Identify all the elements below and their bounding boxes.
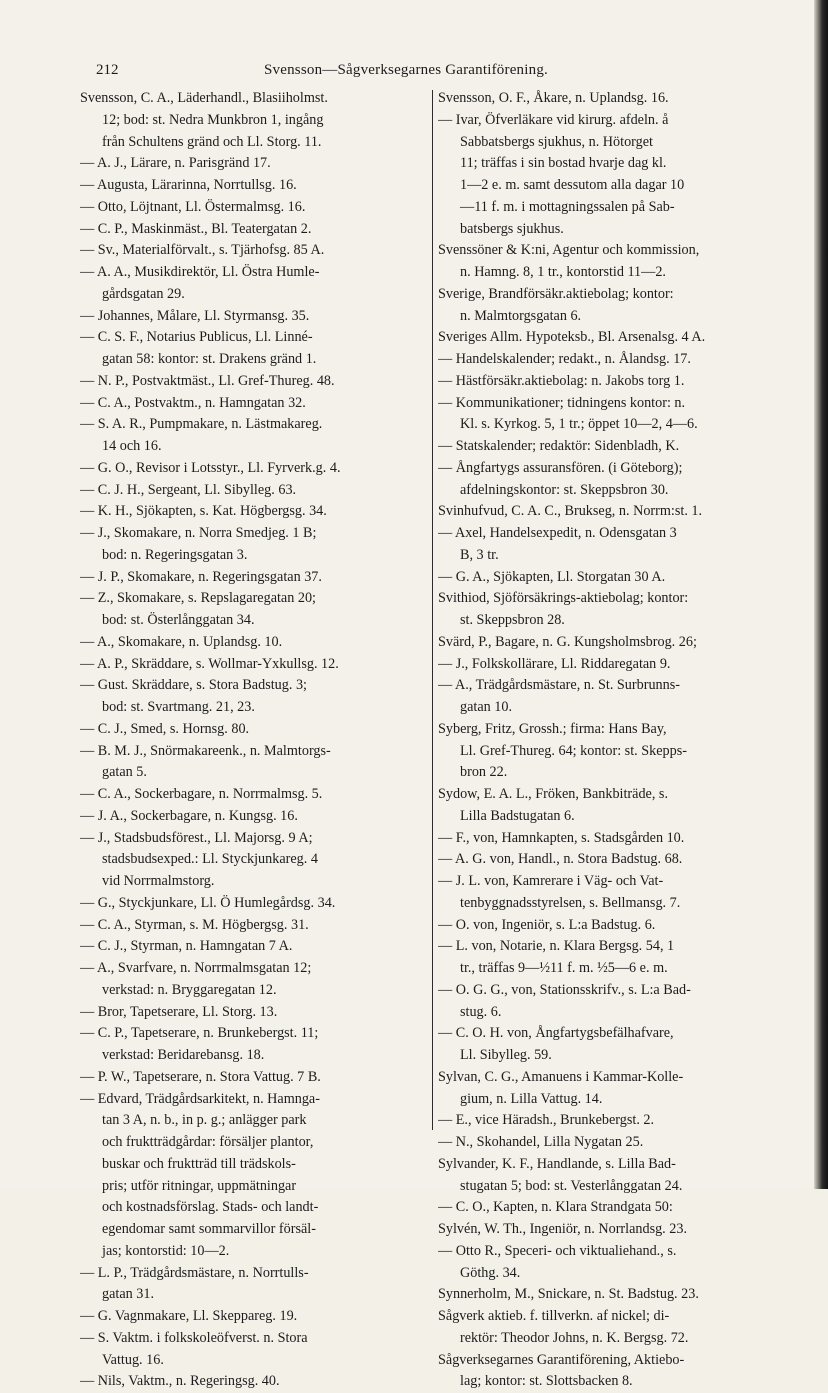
directory-entry-line: — A., Skomakare, n. Uplandsg. 10. <box>80 633 283 650</box>
directory-entry-line: Svenssöner & K:ni, Agentur och kommission, <box>438 242 700 259</box>
directory-entry-line: — Bror, Tapetserare, Ll. Storg. 13. <box>80 1003 278 1020</box>
directory-entry-line: — J. A., Sockerbagare, n. Kungsg. 16. <box>80 807 298 824</box>
directory-entry-line: — Statskalender; redaktör: Sidenbladh, K. <box>438 438 680 454</box>
directory-entry-line: rektör: Theodor Johns, n. K. Bergsg. 72. <box>460 1329 689 1346</box>
directory-entry-line: — B. M. J., Snörmakareenk., n. Malmtorgs- <box>80 742 331 759</box>
directory-entry-line: egendomar samt sommarvillor försäl- <box>102 1221 316 1237</box>
directory-entry-line: — O. G. G., von, Stationsskrifv., s. L:a Bad- <box>438 981 691 998</box>
directory-entry-line: — A., Svarfvare, n. Norrmalmsgatan 12; <box>80 960 312 976</box>
directory-entry-line: — C. P., Tapetserare, n. Brunkebergst. 11; <box>80 1025 319 1042</box>
directory-entry-line: — N. P., Postvaktmäst., Ll. Gref-Thureg. 48. <box>80 372 335 389</box>
directory-entry-line: — J., Skomakare, n. Norra Smedjeg. 1 B; <box>80 525 317 541</box>
directory-entry-line: st. Skeppsbron 28. <box>460 612 565 628</box>
directory-entry-line: — Handelskalender; redakt., n. Ålandsg. 17. <box>438 351 691 367</box>
directory-entry-line: vid Norrmalmstorg. <box>102 873 215 889</box>
directory-entry-line: — C. P., Maskinmäst., Bl. Teatergatan 2. <box>80 220 312 237</box>
directory-entry-line: — P. W., Tapetserare, n. Stora Vattug. 7 B. <box>80 1068 321 1085</box>
directory-entry-line: — Axel, Handelsexpedit, n. Odensgatan 3 <box>438 525 677 541</box>
directory-entry-line: Sågverksegarnes Garantiförening, Aktiebo- <box>438 1351 685 1368</box>
directory-entry-line: batsbergs sjukhus. <box>460 220 564 237</box>
page-number: 212 <box>96 62 119 78</box>
directory-entry-line: Svinhufvud, C. A. C., Brukseg, n. Norrm:st. 1. <box>438 503 703 520</box>
directory-entry-line: — A. G. von, Handl., n. Stora Badstug. 68. <box>438 851 683 868</box>
directory-entry-line: — Ångfartygs assuransfören. (i Göteborg); <box>438 459 683 476</box>
directory-entry-line: verkstad: n. Bryggaregatan 12. <box>102 981 277 998</box>
directory-entry-line: afdelningskontor: st. Skeppsbron 30. <box>460 481 669 498</box>
directory-entry-line: 11; träffas i sin bostad hvarje dag kl. <box>460 155 667 172</box>
directory-entry-line: lag; kontor: st. Slottsbacken 8. <box>460 1373 633 1390</box>
directory-entry-line: — J. P., Skomakare, n. Regeringsgatan 37. <box>80 568 322 585</box>
directory-entry-line: — A. A., Musikdirektör, Ll. Östra Humle- <box>80 264 320 280</box>
directory-entry-line: — G. A., Sjökapten, Ll. Storgatan 30 A. <box>438 568 666 585</box>
directory-entry-line: — C. O., Kapten, n. Klara Strandgata 50: <box>438 1199 673 1216</box>
directory-entry-line: — C. O. H. von, Ångfartygsbefälhafvare, <box>438 1025 674 1042</box>
directory-entry-line: Ll. Gref-Thureg. 64; kontor: st. Skepps- <box>460 742 687 759</box>
directory-entry-line: Sylvander, K. F., Handlande, s. Lilla Bad- <box>438 1155 676 1172</box>
directory-entry-line: — Z., Skomakare, s. Repslagaregatan 20; <box>80 590 316 607</box>
directory-entry-line: Svensson, C. A., Läderhandl., Blasiiholmst. <box>80 90 328 106</box>
directory-entry-line: — E., vice Häradsh., Brunkebergst. 2. <box>438 1112 655 1129</box>
directory-entry-line: gatan 58: kontor: st. Drakens gränd 1. <box>102 351 317 367</box>
directory-entry-line: Sylvan, C. G., Amanuens i Kammar-Kolle- <box>438 1068 684 1085</box>
directory-entry-line: — Hästförsäkr.aktiebolag: n. Jakobs torg 1. <box>438 372 685 389</box>
directory-entry-line: — Sv., Materialförvalt., s. Tjärhofsg. 85 A. <box>80 242 325 259</box>
directory-entry-line: gårdsgatan 29. <box>102 285 185 302</box>
directory-entry-line: — J., Folkskollärare, Ll. Riddaregatan 9. <box>438 655 671 672</box>
directory-entry-line: — G. O., Revisor i Lotsstyr., Ll. Fyrverk.g. 4. <box>80 459 341 476</box>
directory-entry-line: — G. Vagnmakare, Ll. Skeppareg. 19. <box>80 1308 298 1324</box>
directory-entry-line: B, 3 tr. <box>460 546 499 563</box>
directory-entry-line: gatan 5. <box>102 764 147 781</box>
directory-entry-line: tr., träffas 9—½11 f. m. ½5—6 e. m. <box>460 960 668 976</box>
directory-entry-line: — K. H., Sjökapten, s. Kat. Högbergsg. 34. <box>80 503 327 520</box>
page-edge <box>814 0 828 1189</box>
directory-entry-line: buskar och fruktträd till trädskols- <box>102 1155 296 1172</box>
directory-entry-line: 1—2 e. m. samt dessutom alla dagar 10 <box>460 177 685 193</box>
directory-entry-line: Lilla Badstugatan 6. <box>460 807 575 824</box>
page-header <box>96 62 736 84</box>
directory-entry-line: — N., Skohandel, Lilla Nygatan 25. <box>438 1134 644 1150</box>
directory-entry-line: — C. S. F., Notarius Publicus, Ll. Linné- <box>80 329 313 346</box>
directory-entry-line: pris; utför ritningar, uppmätningar <box>102 1177 297 1194</box>
directory-entry-line: — J. L. von, Kamrerare i Väg- och Vat- <box>438 873 664 889</box>
directory-entry-line: 14 och 16. <box>102 438 162 454</box>
directory-entry-line: — C. J., Styrman, n. Hamngatan 7 A. <box>80 938 293 955</box>
directory-entry-line: — C. A., Styrman, s. M. Högbergsg. 31. <box>80 916 309 933</box>
directory-entry-line: Ll. Sibylleg. 59. <box>460 1047 552 1063</box>
directory-entry-line: — Augusta, Lärarinna, Norrtullsg. 16. <box>80 177 297 193</box>
directory-entry-line: — Edvard, Trädgårdsarkitekt, n. Hamnga- <box>80 1090 320 1107</box>
directory-entry-line: Sveriges Allm. Hypoteksb., Bl. Arsenalsg. 4 A. <box>438 329 706 346</box>
directory-entry-line: n. Hamng. 8, 1 tr., kontorstid 11—2. <box>460 264 666 280</box>
directory-entry-line: gatan 31. <box>102 1286 155 1303</box>
directory-entry-line: — S. A. R., Pumpmakare, n. Lästmakareg. <box>80 416 323 433</box>
directory-entry-line: Sabbatsbergs sjukhus, n. Hötorget <box>460 133 653 150</box>
directory-entry-line: Svärd, P., Bagare, n. G. Kungsholmsbrog. 26; <box>438 633 697 650</box>
directory-entry-line: — Nils, Vaktm., n. Regeringsg. 40. <box>80 1373 280 1390</box>
right-column <box>438 88 788 1393</box>
directory-entry-line: bod: n. Regeringsgatan 3. <box>102 546 248 563</box>
directory-entry-line: — F., von, Hamnkapten, s. Stadsgården 10. <box>438 829 685 846</box>
directory-entry-line: — L. von, Notarie, n. Klara Bergsg. 54, 1 <box>438 938 675 955</box>
directory-entry-line: och kostnadsförslag. Stads- och landt- <box>102 1199 319 1216</box>
directory-entry-line: — C. A., Postvaktm., n. Hamngatan 32. <box>80 394 306 411</box>
directory-entry-line: bod: st. Österlånggatan 34. <box>102 612 255 628</box>
directory-entry-line: — Gust. Skräddare, s. Stora Badstug. 3; <box>80 677 307 694</box>
directory-entry-line: Kl. s. Kyrkog. 5, 1 tr.; öppet 10—2, 4—6. <box>460 416 698 433</box>
directory-entry-line: — C. J., Smed, s. Hornsg. 80. <box>80 720 250 737</box>
directory-entry-line: från Schultens gränd och Ll. Storg. 11. <box>102 133 322 150</box>
directory-entry-line: gatan 10. <box>460 699 513 715</box>
directory-entry-line: — Ivar, Öfverläkare vid kirurg. afdeln. å <box>438 111 669 128</box>
directory-entry-line: Svithiod, Sjöförsäkrings-aktiebolag; kontor: <box>438 590 689 607</box>
directory-entry-line: — Kommunikationer; tidningens kontor: n. <box>438 394 686 411</box>
directory-entry-line: n. Malmtorgsgatan 6. <box>460 307 582 324</box>
directory-entry-line: gium, n. Lilla Vattug. 14. <box>460 1090 603 1107</box>
directory-entry-line: —11 f. m. i mottagningssalen på Sab- <box>460 198 675 215</box>
directory-entry-line: — G., Styckjunkare, Ll. Ö Humlegårdsg. 34. <box>80 894 336 911</box>
directory-entry-line: bod: st. Svartmang. 21, 23. <box>102 699 255 715</box>
directory-entry-line: — Otto R., Speceri- och viktualiehand., s. <box>438 1242 677 1259</box>
directory-entry-line: — A. P., Skräddare, s. Wollmar-Yxkullsg. 12. <box>80 655 339 672</box>
directory-entry-line: och fruktträdgårdar: försäljer plantor, <box>102 1134 314 1150</box>
directory-entry-line: — A. J., Lärare, n. Parisgränd 17. <box>80 155 271 172</box>
directory-entry-line: stugatan 5; bod: st. Vesterlånggatan 24. <box>460 1177 683 1194</box>
running-title: Svensson—Sågverksegarnes Garantiförening. <box>264 62 548 78</box>
directory-entry-line: Sågverk aktieb. f. tillverkn. af nickel; di- <box>438 1308 670 1324</box>
directory-entry-line: Svensson, O. F., Åkare, n. Uplandsg. 16. <box>438 90 669 106</box>
directory-entry-line: Synnerholm, M., Snickare, n. St. Badstug. 23. <box>438 1286 699 1303</box>
left-column <box>80 88 428 1393</box>
directory-entry-line: — L. P., Trädgårdsmästare, n. Norrtulls- <box>80 1264 309 1281</box>
column-divider <box>432 90 433 1130</box>
directory-entry-line: — O. von, Ingeniör, s. L:a Badstug. 6. <box>438 916 656 933</box>
directory-entry-line: tan 3 A, n. b., in p. g.; anlägger park <box>102 1112 307 1129</box>
directory-entry-line: Sydow, E. A. L., Fröken, Bankbiträde, s. <box>438 786 668 802</box>
directory-entry-line: bron 22. <box>460 764 508 781</box>
directory-entry-line: Sverige, Brandförsäkr.aktiebolag; kontor: <box>438 285 674 302</box>
directory-entry-line: — C. J. H., Sergeant, Ll. Sibylleg. 63. <box>80 481 297 498</box>
directory-entry-line: tenbyggnadsstyrelsen, s. Bellmansg. 7. <box>460 894 681 911</box>
directory-entry-line: jas; kontorstid: 10—2. <box>102 1242 230 1259</box>
directory-entry-line: — J., Stadsbudsförest., Ll. Majorsg. 9 A; <box>80 829 313 846</box>
directory-entry-line: — S. Vaktm. i folkskoleöfverst. n. Stora <box>80 1329 308 1346</box>
directory-entry-line: — Johannes, Målare, Ll. Styrmansg. 35. <box>80 307 310 324</box>
directory-entry-line: verkstad: Beridarebansg. 18. <box>102 1047 265 1063</box>
directory-entry-line: — A., Trädgårdsmästare, n. St. Surbrunns- <box>438 677 680 694</box>
directory-entry-line: Göthg. 34. <box>460 1264 521 1281</box>
directory-entry-line: stug. 6. <box>460 1003 502 1020</box>
directory-entry-line: Syberg, Fritz, Grossh.; firma: Hans Bay, <box>438 720 667 737</box>
directory-entry-line: — C. A., Sockerbagare, n. Norrmalmsg. 5. <box>80 786 323 802</box>
directory-entry-line: 12; bod: st. Nedra Munkbron 1, ingång <box>102 111 324 128</box>
directory-entry-line: stadsbudsexped.: Ll. Styckjunkareg. 4 <box>102 851 318 868</box>
directory-entry-line: Vattug. 16. <box>102 1351 164 1368</box>
directory-entry-line: — Otto, Löjtnant, Ll. Östermalmsg. 16. <box>80 198 306 215</box>
directory-entry-line: Sylvén, W. Th., Ingeniör, n. Norrlandsg. 23. <box>438 1221 688 1237</box>
